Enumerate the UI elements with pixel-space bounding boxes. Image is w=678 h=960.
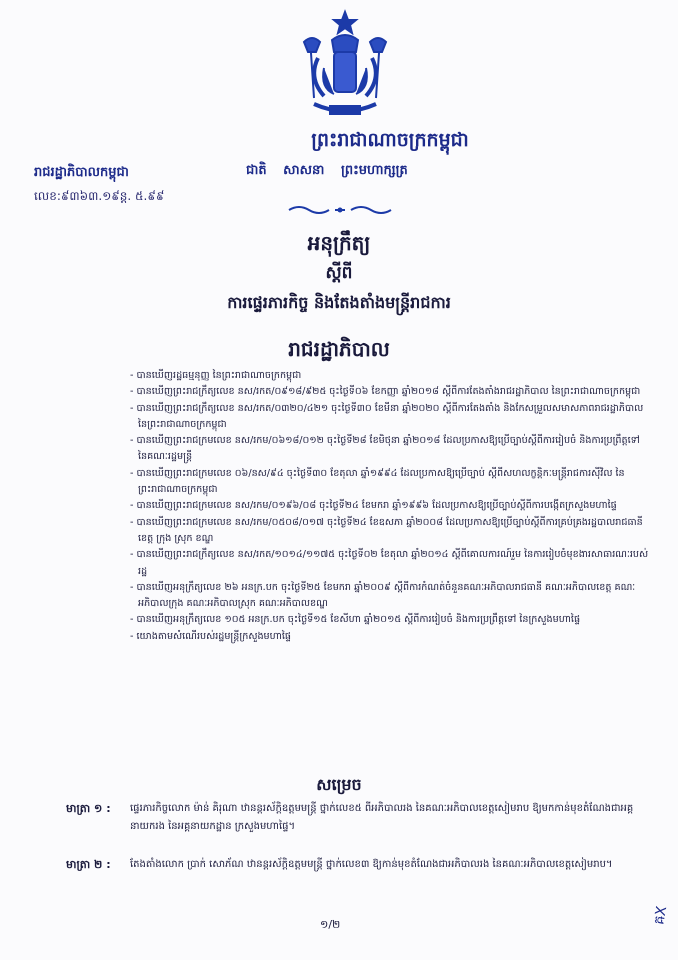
page-number: ១/២ <box>320 918 341 931</box>
issuing-body: រាជរដ្ឋាភិបាល <box>288 337 390 361</box>
article-label: មាត្រា ១ : <box>66 802 111 815</box>
government-name: រាជរដ្ឋាភិបាលកម្ពុជា <box>34 165 129 180</box>
list-item: - បានឃើញរដ្ឋធម្មនុញ្ញ នៃព្រះរាជាណាចក្រកម្ពុជា <box>130 370 302 381</box>
royal-coat-of-arms-icon <box>290 8 400 126</box>
document-type: អនុក្រឹត្យ <box>307 231 371 255</box>
list-item: - បានឃើញអនុក្រឹត្យលេខ ១០៥ អនក្រ.បក ចុះថ្ងៃទី១៥ ខែសីហា ឆ្នាំ២០១៥ ស្ដីពីការរៀបចំ និងការប្រព្រឹត្តទៅ នៃក្រសួងមហាផ្ទៃ <box>130 614 581 626</box>
article-2 <box>66 856 666 874</box>
list-item: - យោងតាមសំណើរបស់រដ្ឋមន្ត្រីក្រសួងមហាផ្ទៃ <box>130 630 291 642</box>
decree-subject: ការផ្ទេរភារកិច្ច និងតែងតាំងមន្ត្រីរាជការ <box>227 293 451 312</box>
article-text: ផ្ទេរភារកិច្ចលោក ម៉ាន់ គិរុណា ឋានន្តរស័ក្តិឧត្តមមន្ត្រី ថ្នាក់លេខ៥ ពីអភិបាលរង នៃគណៈអភិបាលខេត្តសៀមរាប ឱ្យមកកាន់មុខតំណែងជាអគ្គនាយករង នៃអគ្គនាយកដ្ឋាន ក្រសួងមហាផ្ទៃ។ <box>130 803 634 832</box>
list-item: - បានឃើញព្រះរាជក្រឹត្យលេខ នស/រកត/១០១៤/១១៧៥ ចុះថ្ងៃទី០២ ខែតុលា ឆ្នាំ២០១៤ ស្ដីពីគោលការណ៍រួម នៃការរៀបចំមុខងារសាធារណៈរបស់រដ្ឋ <box>130 549 649 577</box>
list-item: - បានឃើញព្រះរាជក្រមលេខ នស/រកម/០៦១៨/០១២ ចុះថ្ងៃទី២៨ ខែមិថុនា ឆ្នាំ២០១៨ ដែលប្រកាសឱ្យប្រើច្បាប់ស្ដីពីការរៀបចំ និងការប្រព្រឹត្តទៅ នៃគណៈរដ្ឋមន្ត្រី <box>130 435 640 463</box>
list-item: - បានឃើញព្រះរាជក្រមលេខ នស/រកម/០១៩៦/០៨ ចុះថ្ងៃទី២៤ ខែមករា ឆ្នាំ១៩៩៦ ដែលប្រកាសឱ្យប្រើច្បាប់ស្ដីពីការបង្កើតក្រសួងមហាផ្ទៃ <box>130 500 617 512</box>
kingdom-name: ព្រះរាជាណាចក្រកម្ពុជា <box>311 129 469 151</box>
list-item: - បានឃើញព្រះរាជក្រមលេខ នស/រកម/០៥០៨/០១៧ ចុះថ្ងៃទី២៤ ខែឧសភា ឆ្នាំ២០០៨ ដែលប្រកាសឱ្យប្រើច្បាប់ស្ដីពីការគ្រប់គ្រងរដ្ឋបាលរាជធានី ខេត្ត ក្រុង ស្រុក ខណ្ឌ <box>130 516 643 544</box>
list-item: - បានឃើញព្រះរាជក្រឹត្យលេខ នស/រកត/០៩១៨/៩២៥ ចុះថ្ងៃទី០៦ ខែកញ្ញា ឆ្នាំ២០១៨ ស្ដីពីការតែងតាំងរាជរដ្ឋាភិបាល នៃព្រះរាជាណាចក្រកម្ពុជា <box>130 386 641 398</box>
article-label: មាត្រា ២ : <box>66 858 111 871</box>
list-item: - បានឃើញអនុក្រឹត្យលេខ ២៦ អនក្រ.បក ចុះថ្ងៃទី២៥ ខែមករា ឆ្នាំ២០០៩ ស្ដីពីការកំណត់ចំនួនគណៈអភិបាលរាជធានី គណៈអភិបាលខេត្ត គណៈអភិបាលក្រុង គណៈអភិបាលស្រុក គណៈអភិបាលខណ្ឌ <box>130 581 636 610</box>
initials-signature: ឝX <box>651 904 671 926</box>
article-text: តែងតាំងលោក ប្រាក់ សោភ័ណ ឋានន្តរស័ក្តិឧត្តមមន្ត្រី ថ្នាក់លេខ៣ ឱ្យកាន់មុខតំណែងជាអភិបាលរង នៃគណៈអភិបាលខេត្តសៀមរាប។ <box>130 859 613 870</box>
reference-number: លេខ:៩៣៦៣.១៩ន្ត. ៥.៩៩ <box>34 189 165 203</box>
national-motto: ជាតិ សាសនា ព្រះមហាក្សត្រ <box>246 163 408 178</box>
about-label: ស្ដីពី <box>325 263 353 283</box>
legal-basis-list <box>130 368 650 645</box>
ornament-divider-icon <box>285 204 395 216</box>
decision-heading: សម្រេច <box>316 775 362 794</box>
list-item: - បានឃើញព្រះរាជក្រឹត្យលេខ នស/រកត/០៣២០/៤២១ ចុះថ្ងៃទី៣០ ខែមីនា ឆ្នាំ២០២០ ស្ដីពីការតែងតាំង និងកែសម្រួលសមាសភាពរាជរដ្ឋាភិបាល នៃព្រះរាជាណាចក្រកម្ពុជា <box>130 402 644 430</box>
list-item: - បានឃើញព្រះរាជក្រមលេខ ០៦/នស/៩៤ ចុះថ្ងៃទី៣០ ខែតុលា ឆ្នាំ១៩៩៤ ដែលប្រកាសឱ្យប្រើច្បាប់ ស្ដីពីសហលក្ខន្តិកៈមន្ត្រីរាជការស៊ីវិល នៃព្រះរាជាណាចក្រកម្ពុជា <box>130 467 625 496</box>
article-1 <box>66 800 666 836</box>
